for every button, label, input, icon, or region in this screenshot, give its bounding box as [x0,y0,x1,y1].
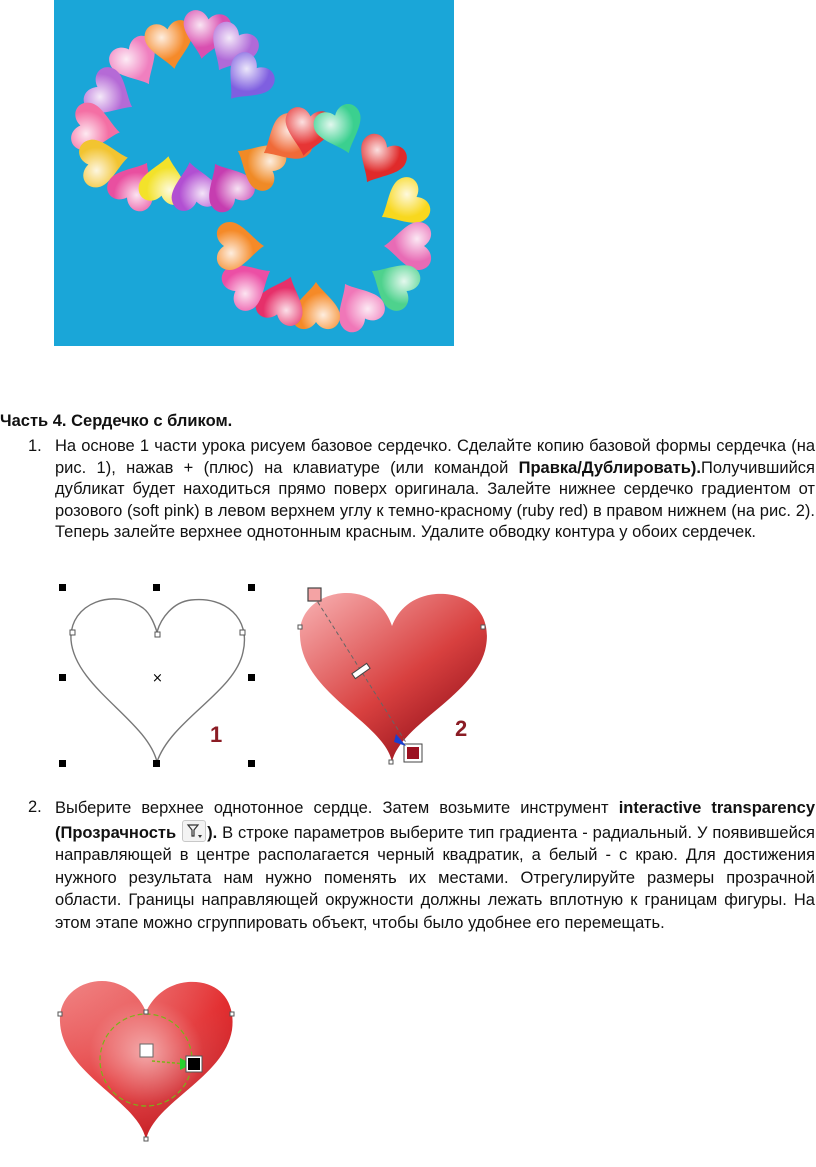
hearts-illustration [54,0,454,346]
transparency-tool-icon [182,820,206,842]
figure-2-gradient-heart [296,584,496,770]
step-1-paragraph: На основе 1 части урока рисуем базовое сердечко. Сделайте копию базовой формы сердечка (на рис. 1), нажав + (плюс) на клавиатуре (или командой Правка/Дублировать).Получившийся дубликат будет находиться прямо поверх оригинала. Залейте нижнее сердечко градиентом от розового (soft pink) в левом верхнем углу к темно-красному (ruby red) в правом нижнем (на рис. 2). Теперь залейте верхнее однотонным красным. Удалите обводку контура у обоих сердечек. [55,437,815,541]
figure-2-label: 2 [455,716,468,741]
figure-3-transparent-heart [56,974,238,1146]
gradient-end-handle [407,747,419,759]
gradient-start-handle [308,588,321,601]
step-2-paragraph: Выберите верхнее однотонное сердце. Затем возьмите инструмент interactive transparency (Прозрачность ). В строке параметров выберите тип градиента - радиальный. У появившейся направляющей в центре располагается черный квадратик, а белый - с краю. Для достижения нужного результата нам нужно поменять их местами. Отрегулируйте размеры прозрачной области. Границы направляющей окружности должны лежать вплотную к границам фигуры. На этом этапе можно сгруппировать объект, чтобы было удобнее его перемещать. [55,799,815,932]
figure-1-outline-heart [55,580,265,770]
section-title: Часть 4. Сердечко с бликом. [0,412,233,430]
step-number: 1. [28,437,42,455]
svg-text:×: × [152,671,163,686]
figure-1-label: 1 [210,722,223,747]
step-number: 2. [28,798,42,816]
